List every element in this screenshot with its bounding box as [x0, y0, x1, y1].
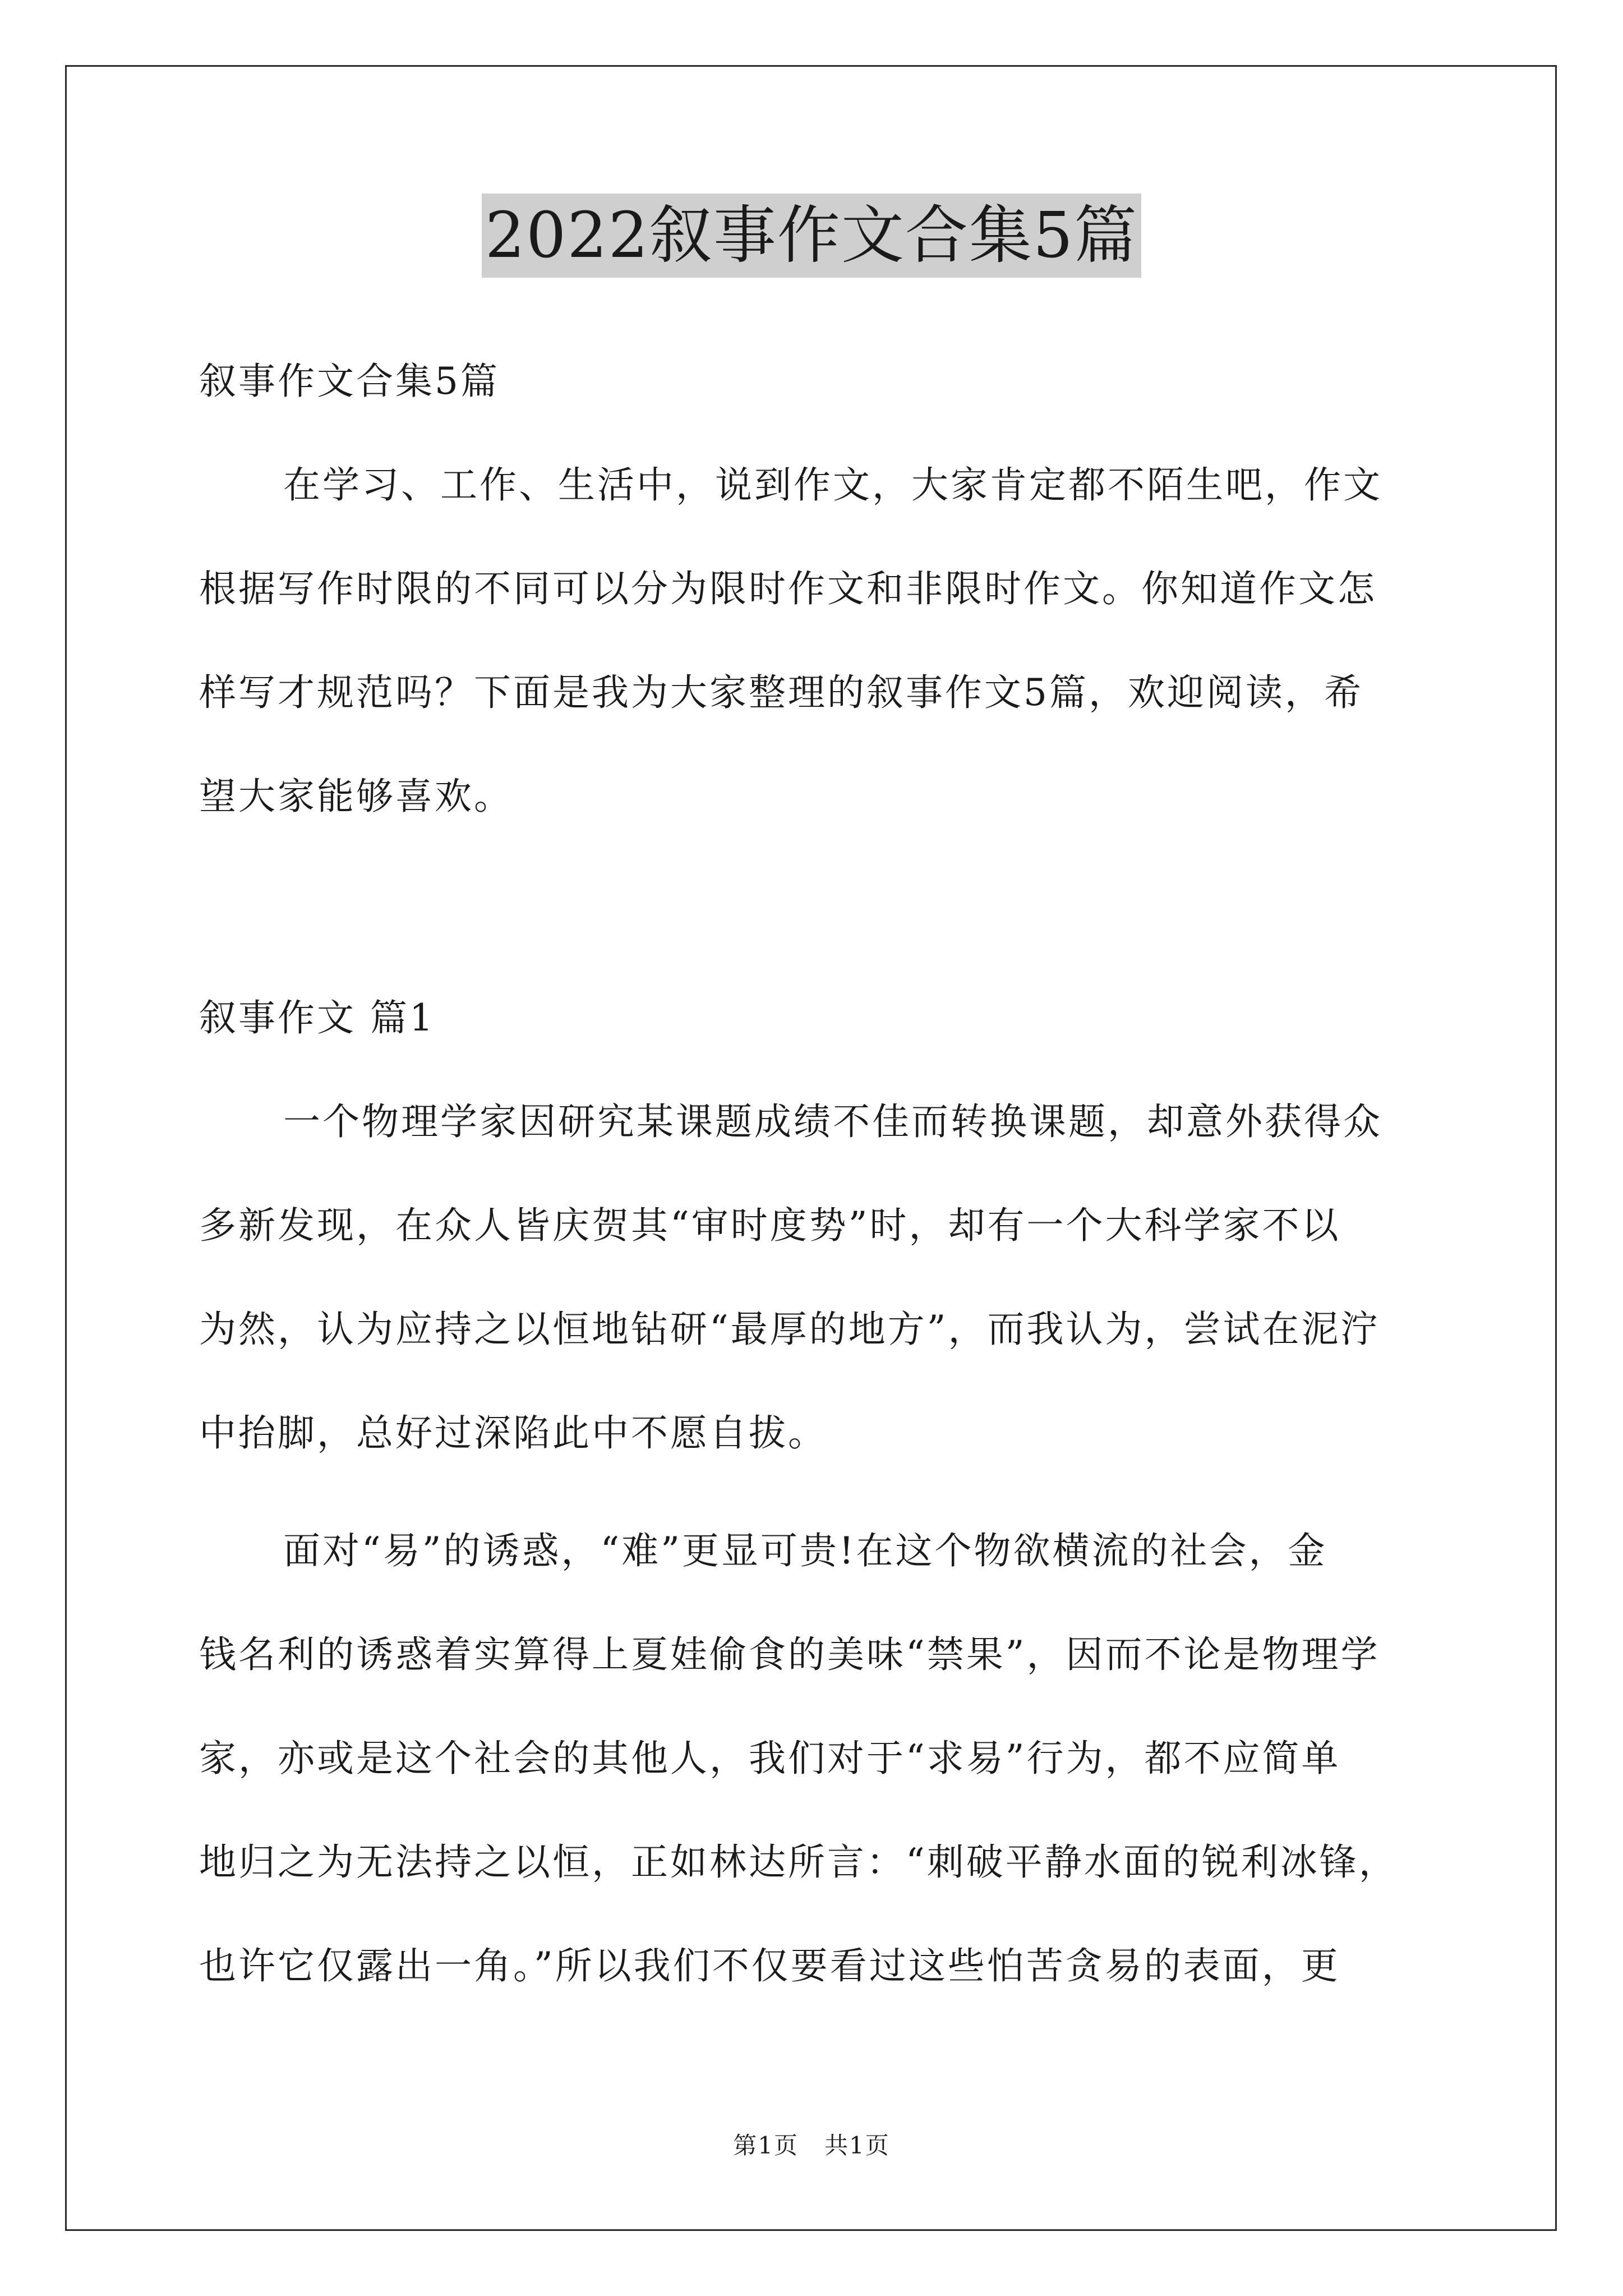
paragraph-line: 地归之为无法持之以恒，正如林达所言：“刺破平静水面的锐利冰锋，: [199, 1841, 1398, 1884]
intro-line: 在学习、工作、生活中，说到作文，大家肯定都不陌生吧，作文: [283, 463, 1382, 507]
intro-line: 根据写作时限的不同可以分为限时作文和非限时作文。你知道作文怎: [199, 567, 1377, 610]
paragraph-line: 也许它仅露出一角。”所以我们不仅要看过这些怕苦贪易的表面，更: [199, 1944, 1340, 1987]
paragraph-line: 钱名利的诱惑着实算得上夏娃偷食的美味“禁果”，因而不论是物理学: [199, 1633, 1380, 1676]
paragraph-line: 为然，认为应持之以恒地钻研“最厚的地方”，而我认为，尝试在泥泞: [199, 1308, 1380, 1351]
paragraph-line: 家，亦或是这个社会的其他人，我们对于“求易”行为，都不应简单: [199, 1737, 1341, 1780]
title-container: [0, 194, 1623, 278]
intro-line: 望大家能够喜欢。: [199, 775, 513, 818]
document-subtitle: 叙事作文合集5篇: [199, 360, 500, 403]
document-title: 2022叙事作文合集5篇: [482, 194, 1141, 278]
page-number: 第1页: [733, 2132, 799, 2159]
section-heading: 叙事作文 篇1: [199, 996, 435, 1039]
page-footer: [0, 2129, 1623, 2162]
intro-line: 样写才规范吗？下面是我为大家整理的叙事作文5篇，欢迎阅读，希: [199, 671, 1363, 714]
paragraph-line: 多新发现，在众人皆庆贺其“审时度势”时，却有一个大科学家不以: [199, 1204, 1341, 1247]
paragraph-line: 中抬脚，总好过深陷此中不愿自拔。: [199, 1411, 827, 1455]
paragraph-line: 一个物理学家因研究某课题成绩不佳而转换课题，却意外获得众: [283, 1100, 1382, 1143]
page-total: 共1页: [824, 2132, 890, 2159]
paragraph-line: 面对“易”的诱惑，“难”更显可贵!在这个物欲横流的社会，金: [283, 1529, 1327, 1572]
